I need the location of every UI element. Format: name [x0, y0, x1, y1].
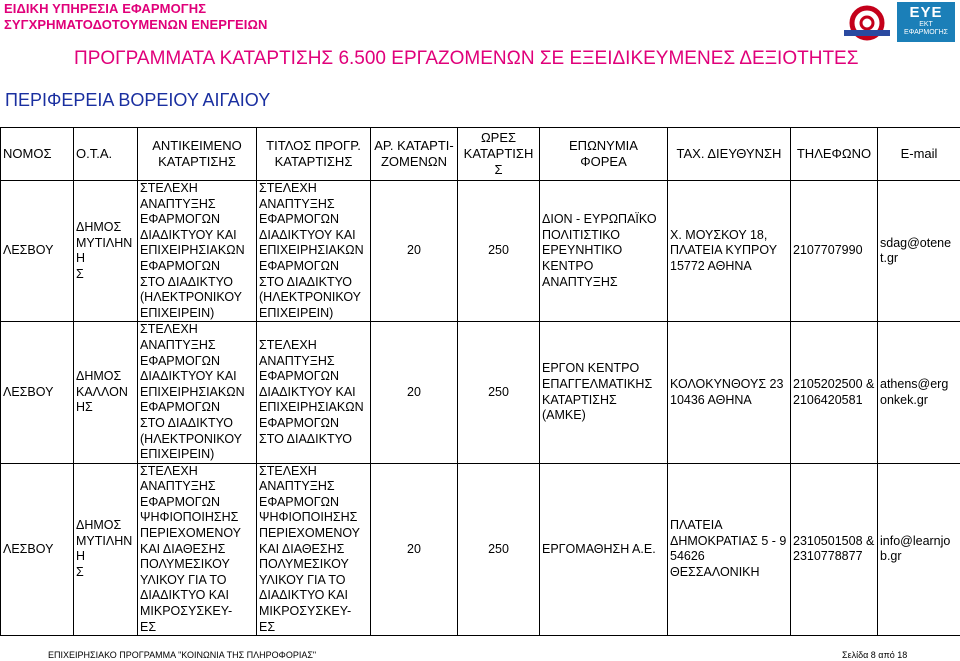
cell-titlos: ΣΤΕΛΕΧΗ ΑΝΑΠΤΥΞΗΣ ΕΦΑΡΜΟΓΩΝ ΨΗΦΙΟΠΟΙΗΣΗΣ ΠΕΡΙΕΧΟΜΕΝΟΥ ΚΑΙ ΔΙΑΘΕΣΗΣ ΠΟΛΥΜΕΣΙΚΟΥ ΥΛΙΚΟΥ ΓΙΑ ΤΟ ΔΙΑΔΙΚΤΥΟ ΚΑΙ ΜΙΚΡΟΣΥΣΚΕΥ- ΕΣ: [257, 463, 371, 636]
cell-ores: 250: [458, 181, 540, 322]
cell-antikeimeno: ΣΤΕΛΕΧΗ ΑΝΑΠΤΥΞΗΣ ΕΦΑΡΜΟΓΩΝ ΔΙΑΔΙΚΤΥΟΥ ΚΑΙ ΕΠΙΧΕΙΡΗΣΙΑΚΩΝ ΕΦΑΡΜΟΓΩΝ ΣΤΟ ΔΙΑΔΙΚΤΥΟ (ΗΛΕΚΤΡΟΝΙΚΟΥ ΕΠΙΧΕΙΡΕΙΝ): [138, 181, 257, 322]
agency-name-line2: ΣΥΓΧΡΗΜΑΤΟΔΟΤΟΥΜΕΝΩΝ ΕΝΕΡΓΕΙΩΝ: [4, 17, 268, 32]
page-number: Σελίδα 8 από 18: [842, 650, 908, 660]
col-header-titlos: ΤΙΤΛΟΣ ΠΡΟΓΡ. ΚΑΤΑΡΤΙΣΗΣ: [257, 128, 371, 181]
table-row: [1, 322, 960, 463]
cell-eponymia: ΕΡΓΟΝ ΚΕΝΤΡΟ ΕΠΑΓΓΕΛΜΑΤΙΚΗΣ ΚΑΤΑΡΤΙΣΗΣ (ΑΜΚΕ): [540, 322, 668, 463]
at-logo-icon: [844, 4, 890, 42]
cell-tax: ΠΛΑΤΕΙΑ ΔΗΜΟΚΡΑΤΙΑΣ 5 - 9 54626 ΘΕΣΣΑΛΟΝΙΚΗ: [668, 463, 791, 636]
table-row: [1, 463, 960, 636]
cell-nomos: ΛΕΣΒΟΥ: [1, 463, 74, 636]
eye-logo: [897, 2, 955, 42]
cell-email: athens@erg onkek.gr: [878, 322, 960, 463]
cell-tel: 2107707990: [791, 181, 878, 322]
cell-ota: ΔΗΜΟΣ ΜΥΤΙΛΗΝΗ Σ: [74, 181, 138, 322]
programs-table: [0, 127, 960, 636]
cell-ar: 20: [371, 322, 458, 463]
cell-tax: ΚΟΛΟΚΥΝΘΟΥΣ 23 10436 ΑΘΗΝΑ: [668, 322, 791, 463]
cell-ores: 250: [458, 322, 540, 463]
col-header-nomos: ΝΟΜΟΣ: [1, 128, 74, 181]
cell-ota: ΔΗΜΟΣ ΚΑΛΛΟΝΗΣ: [74, 322, 138, 463]
col-header-ar: ΑΡ. ΚΑΤΑΡΤΙ- ΖΟΜΕΝΩΝ: [371, 128, 458, 181]
cell-titlos: ΣΤΕΛΕΧΗ ΑΝΑΠΤΥΞΗΣ ΕΦΑΡΜΟΓΩΝ ΔΙΑΔΙΚΤΥΟΥ ΚΑΙ ΕΠΙΧΕΙΡΗΣΙΑΚΩΝ ΕΦΑΡΜΟΓΩΝ ΣΤΟ ΔΙΑΔΙΚΤΥΟ: [257, 322, 371, 463]
cell-tel: 2310501508 & 2310778877: [791, 463, 878, 636]
table-header-row: [1, 128, 960, 181]
eye-logo-subtext: ΕΚΤ ΕΦΑΡΜΟΓΗΣ: [904, 21, 948, 36]
col-header-eponymia: ΕΠΩΝΥΜΙΑ ΦΟΡΕΑ: [540, 128, 668, 181]
eye-logo-text: ΕΥΕ: [909, 4, 943, 21]
col-header-ores: ΩΡΕΣ ΚΑΤΑΡΤΙΣΗΣ: [458, 128, 540, 181]
col-header-email: E-mail: [878, 128, 960, 181]
col-header-ota: Ο.Τ.Α.: [74, 128, 138, 181]
col-header-antikeimeno: ΑΝΤΙΚΕΙΜΕΝΟ ΚΑΤΑΡΤΙΣΗΣ: [138, 128, 257, 181]
footer-program-name: ΕΠΙΧΕΙΡΗΣΙΑΚΟ ΠΡΟΓΡΑΜΜΑ "ΚΟΙΝΩΝΙΑ ΤΗΣ ΠΛΗΡΟΦΟΡΙΑΣ": [48, 650, 317, 660]
cell-eponymia: ΔΙΟΝ - ΕΥΡΩΠΑΪΚΟ ΠΟΛΙΤΙΣΤΙΚΟ ΕΡΕΥΝΗΤΙΚΟ ΚΕΝΤΡΟ ΑΝΑΠΤΥΞΗΣ: [540, 181, 668, 322]
cell-ar: 20: [371, 463, 458, 636]
cell-ota: ΔΗΜΟΣ ΜΥΤΙΛΗΝΗ Σ: [74, 463, 138, 636]
cell-email: info@learnjo b.gr: [878, 463, 960, 636]
cell-ar: 20: [371, 181, 458, 322]
agency-name-line1: ΕΙΔΙΚΗ ΥΠΗΡΕΣΙΑ ΕΦΑΡΜΟΓΗΣ: [4, 1, 207, 16]
col-header-tel: ΤΗΛΕΦΩΝΟ: [791, 128, 878, 181]
cell-nomos: ΛΕΣΒΟΥ: [1, 322, 74, 463]
cell-antikeimeno: ΣΤΕΛΕΧΗ ΑΝΑΠΤΥΞΗΣ ΕΦΑΡΜΟΓΩΝ ΔΙΑΔΙΚΤΥΟΥ ΚΑΙ ΕΠΙΧΕΙΡΗΣΙΑΚΩΝ ΕΦΑΡΜΟΓΩΝ ΣΤΟ ΔΙΑΔΙΚΤΥΟ (ΗΛΕΚΤΡΟΝΙΚΟΥ ΕΠΙΧΕΙΡΕΙΝ): [138, 322, 257, 463]
cell-antikeimeno: ΣΤΕΛΕΧΗ ΑΝΑΠΤΥΞΗΣ ΕΦΑΡΜΟΓΩΝ ΨΗΦΙΟΠΟΙΗΣΗΣ ΠΕΡΙΕΧΟΜΕΝΟΥ ΚΑΙ ΔΙΑΘΕΣΗΣ ΠΟΛΥΜΕΣΙΚΟΥ ΥΛΙΚΟΥ ΓΙΑ ΤΟ ΔΙΑΔΙΚΤΥΟ ΚΑΙ ΜΙΚΡΟΣΥΣΚΕΥ- ΕΣ: [138, 463, 257, 636]
region-heading: ΠΕΡΙΦΕΡΕΙΑ ΒΟΡΕΙΟΥ ΑΙΓΑΙΟΥ: [5, 90, 271, 110]
col-header-tax: ΤΑΧ. ΔΙΕΥΘΥΝΣΗ: [668, 128, 791, 181]
cell-nomos: ΛΕΣΒΟΥ: [1, 181, 74, 322]
table-row: [1, 181, 960, 322]
cell-tel: 2105202500 & 2106420581: [791, 322, 878, 463]
cell-email: sdag@otene t.gr: [878, 181, 960, 322]
cell-eponymia: ΕΡΓΟΜΑΘΗΣΗ Α.Ε.: [540, 463, 668, 636]
page-title: ΠΡΟΓΡΑΜΜΑΤΑ ΚΑΤΑΡΤΙΣΗΣ 6.500 ΕΡΓΑΖΟΜΕΝΩΝ ΣΕ ΕΞΕΙΔΙΚΕΥΜΕΝΕΣ ΔΕΞΙΟΤΗΤΕΣ: [74, 48, 859, 69]
cell-ores: 250: [458, 463, 540, 636]
cell-tax: Χ. ΜΟΥΣΚΟΥ 18, ΠΛΑΤΕΙΑ ΚΥΠΡΟΥ 15772 ΑΘΗΝΑ: [668, 181, 791, 322]
cell-titlos: ΣΤΕΛΕΧΗ ΑΝΑΠΤΥΞΗΣ ΕΦΑΡΜΟΓΩΝ ΔΙΑΔΙΚΤΥΟΥ ΚΑΙ ΕΠΙΧΕΙΡΗΣΙΑΚΩΝ ΕΦΑΡΜΟΓΩΝ ΣΤΟ ΔΙΑΔΙΚΤΥΟ (ΗΛΕΚΤΡΟΝΙΚΟΥ ΕΠΙΧΕΙΡΕΙΝ): [257, 181, 371, 322]
